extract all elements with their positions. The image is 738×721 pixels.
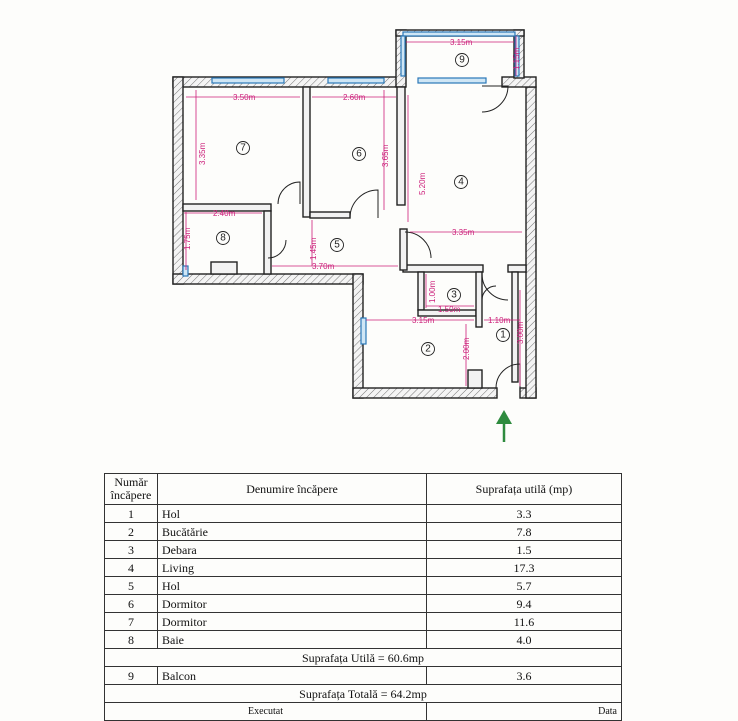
row-area: 9.4: [427, 595, 622, 613]
row-area: 5.7: [427, 577, 622, 595]
row-area: 3.6: [427, 667, 622, 685]
row-number: 1: [105, 505, 158, 523]
svg-text:5: 5: [334, 239, 340, 251]
useful-area-total-row: [105, 649, 622, 667]
dim-room1-width: 1.10m: [488, 316, 511, 325]
svg-text:6: 6: [356, 148, 362, 160]
svg-text:2: 2: [425, 343, 431, 355]
grand-total-row: [105, 685, 622, 703]
row-number: 8: [105, 631, 158, 649]
footer-row: [105, 703, 622, 721]
row-area: 1.5: [427, 541, 622, 559]
row-name: Baie: [158, 631, 427, 649]
row-number: 5: [105, 577, 158, 595]
dim-room2-width: 3.15m: [412, 316, 435, 325]
header-useful-area: Suprafața utilă (mp): [427, 474, 622, 505]
row-number: 7: [105, 613, 158, 631]
area-table: [104, 473, 622, 721]
dim-room6-depth: 3.65m: [381, 144, 390, 167]
useful-area-total: Suprafața Utilă = 60.6mp: [105, 649, 622, 667]
row-name: Debara: [158, 541, 427, 559]
area-table-container: [104, 473, 622, 717]
svg-text:1: 1: [500, 329, 506, 341]
dim-room5-depth: 1.45m: [309, 237, 318, 260]
table-header-row: [105, 474, 622, 505]
row-number: 6: [105, 595, 158, 613]
dim-room6-width: 2.60m: [343, 93, 366, 102]
room-marker-2: [422, 343, 435, 356]
dim-room7-width: 3.50m: [233, 93, 256, 102]
row-name: Living: [158, 559, 427, 577]
row-name: Balcon: [158, 667, 427, 685]
table-row: [105, 559, 622, 577]
dim-room1-depth: 3.00m: [516, 321, 525, 344]
table-row-balcony: [105, 667, 622, 685]
dim-room4-width: 3.35m: [452, 228, 475, 237]
row-area: 11.6: [427, 613, 622, 631]
row-number: 4: [105, 559, 158, 577]
row-name: Hol: [158, 577, 427, 595]
row-number: 2: [105, 523, 158, 541]
row-area: 7.8: [427, 523, 622, 541]
dim-room7-depth: 3.35m: [198, 142, 207, 165]
row-name: Hol: [158, 505, 427, 523]
table-row: [105, 577, 622, 595]
dim-room5-width: 3.70m: [312, 262, 335, 271]
room-marker-9: [456, 54, 469, 67]
footer-date: Data: [427, 703, 622, 721]
dim-balcony-depth: 1.15m: [512, 47, 521, 70]
room-marker-3: [448, 289, 461, 302]
row-name: Dormitor: [158, 595, 427, 613]
dim-room4-depth: 5.20m: [418, 172, 427, 195]
room-marker-7: [237, 142, 250, 155]
dim-room3-width: 1.50m: [438, 305, 461, 314]
svg-text:7: 7: [240, 142, 246, 154]
dim-room2-depth: 2.00m: [462, 337, 471, 360]
room-marker-5: [331, 239, 344, 252]
row-area: 4.0: [427, 631, 622, 649]
row-name: Dormitor: [158, 613, 427, 631]
room-marker-6: [353, 148, 366, 161]
table-row: [105, 631, 622, 649]
room-marker-8: [217, 232, 230, 245]
dim-balcony-width: 3.15m: [450, 38, 473, 47]
row-area: 3.3: [427, 505, 622, 523]
row-number: 3: [105, 541, 158, 559]
table-row: [105, 523, 622, 541]
row-number: 9: [105, 667, 158, 685]
header-room-name: Denumire încăpere: [158, 474, 427, 505]
room-marker-4: [455, 176, 468, 189]
table-row: [105, 541, 622, 559]
dim-room3-depth: 1.00m: [428, 280, 437, 303]
svg-text:4: 4: [458, 176, 464, 188]
footer-executed: Executat: [105, 703, 427, 721]
entrance-arrow-icon: [496, 410, 512, 442]
dim-room8-width: 2.40m: [213, 209, 236, 218]
table-row: [105, 505, 622, 523]
row-name: Bucătărie: [158, 523, 427, 541]
room-marker-1: [497, 329, 510, 342]
table-row: [105, 613, 622, 631]
svg-text:3: 3: [451, 289, 457, 301]
svg-text:8: 8: [220, 232, 226, 244]
grand-total: Suprafața Totală = 64.2mp: [105, 685, 622, 703]
table-row: [105, 595, 622, 613]
row-area: 17.3: [427, 559, 622, 577]
windows: [183, 32, 519, 344]
svg-text:9: 9: [459, 54, 465, 66]
header-room-number: Număr încăpere: [105, 474, 158, 505]
dim-room8-depth: 1.75m: [183, 227, 192, 250]
